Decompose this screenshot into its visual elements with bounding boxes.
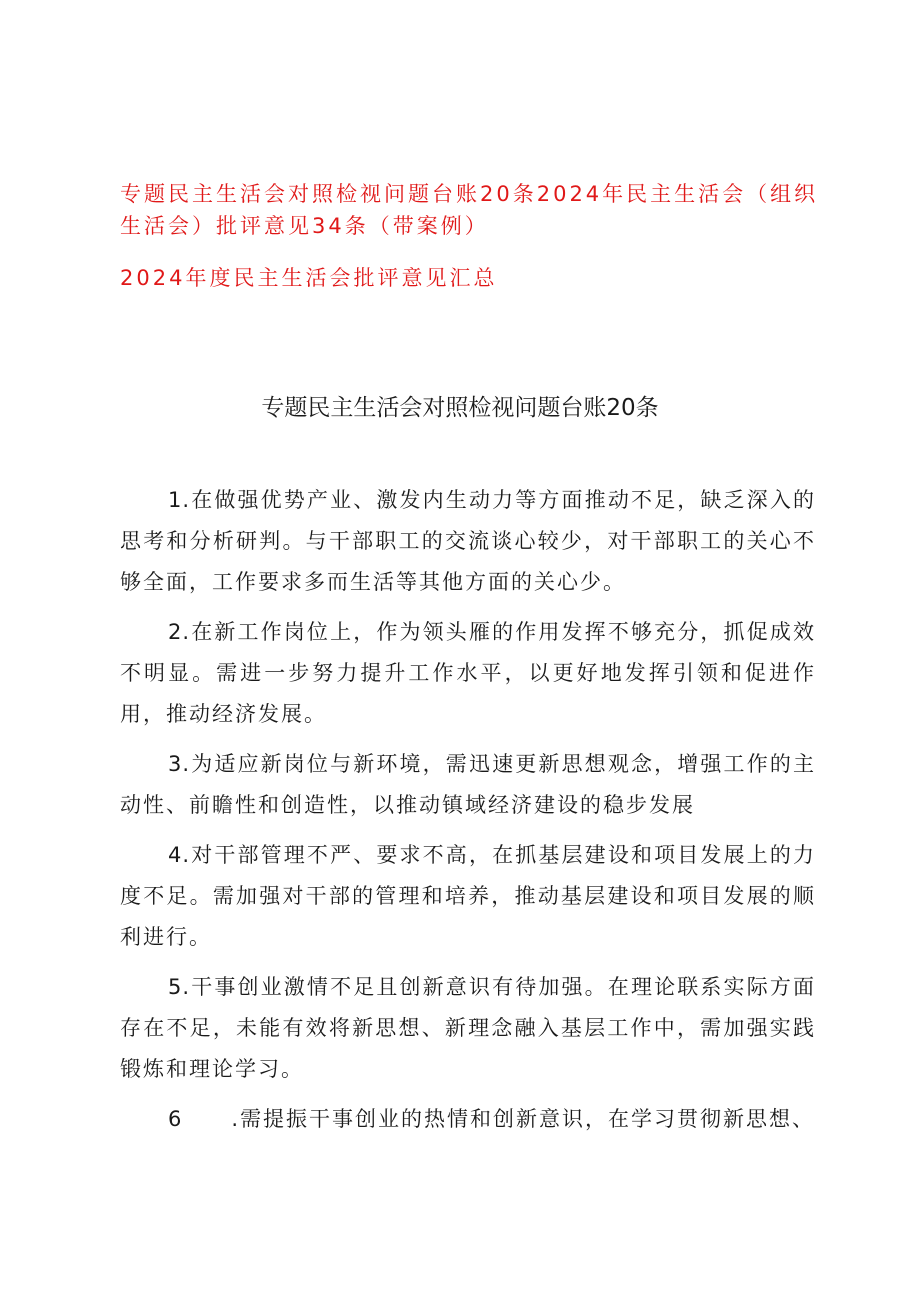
page-title: 专题民主生活会对照检视问题台账20条 bbox=[261, 395, 659, 421]
item-text: 干事创业激情不足且创新意识有待加强。在理论联系实际方面存在不足，未能有效将新思想、新理念融入基层工作中，需加强实践锻炼和理论学习。 bbox=[120, 975, 816, 1081]
item-separator: . bbox=[182, 975, 192, 999]
item-number: 3 bbox=[168, 752, 183, 776]
header-link-summary[interactable]: 2024年度民主生活会批评意见汇总 bbox=[120, 266, 498, 290]
item-number: 4 bbox=[168, 843, 183, 867]
item-text: 对干部管理不严、要求不高，在抓基层建设和项目发展上的力度不足。需加强对干部的管理和培养，推动基层建设和项目发展的顺利进行。 bbox=[120, 843, 816, 949]
list-item-5 bbox=[120, 967, 816, 1090]
list-item-1 bbox=[120, 480, 816, 603]
list-item-6 bbox=[120, 1099, 816, 1140]
item-number: 1 bbox=[168, 488, 183, 512]
item-text: 在做强优势产业、激发内生动力等方面推动不足，缺乏深入的思考和分析研判。与干部职工的交流谈心较少，对干部职工的关心不够全面，工作要求多而生活等其他方面的关心少。 bbox=[120, 488, 816, 594]
item-text: 需提振干事创业的热情和创新意识，在学习贯彻新思想、 bbox=[240, 1107, 816, 1131]
item-list bbox=[120, 480, 816, 1149]
item-text: 为适应新岗位与新环境，需迅速更新思想观念，增强工作的主动性、前瞻性和创造性，以推动镇域经济建设的稳步发展 bbox=[120, 752, 816, 817]
item-text: 在新工作岗位上，作为领头雁的作用发挥不够充分，抓促成效不明显。需进一步努力提升工作水平，以更好地发挥引领和促进作用，推动经济发展。 bbox=[120, 620, 816, 726]
item-separator: . bbox=[182, 488, 192, 512]
list-item-2 bbox=[120, 612, 816, 735]
item-separator: . bbox=[182, 843, 192, 867]
item-number: 2 bbox=[168, 620, 183, 644]
header-link-combined[interactable]: 专题民主生活会对照检视问题台账20条2024年民主生活会（组织生活会）批评意见34条（带案例） bbox=[120, 182, 819, 238]
item-number: 5 bbox=[168, 975, 183, 999]
list-item-3 bbox=[120, 744, 816, 826]
item-separator: . bbox=[182, 620, 192, 644]
item-separator: . bbox=[231, 1107, 241, 1131]
list-item-4 bbox=[120, 835, 816, 958]
header-links bbox=[120, 178, 820, 314]
item-separator: . bbox=[182, 752, 192, 776]
item-number: 6 bbox=[168, 1107, 182, 1131]
